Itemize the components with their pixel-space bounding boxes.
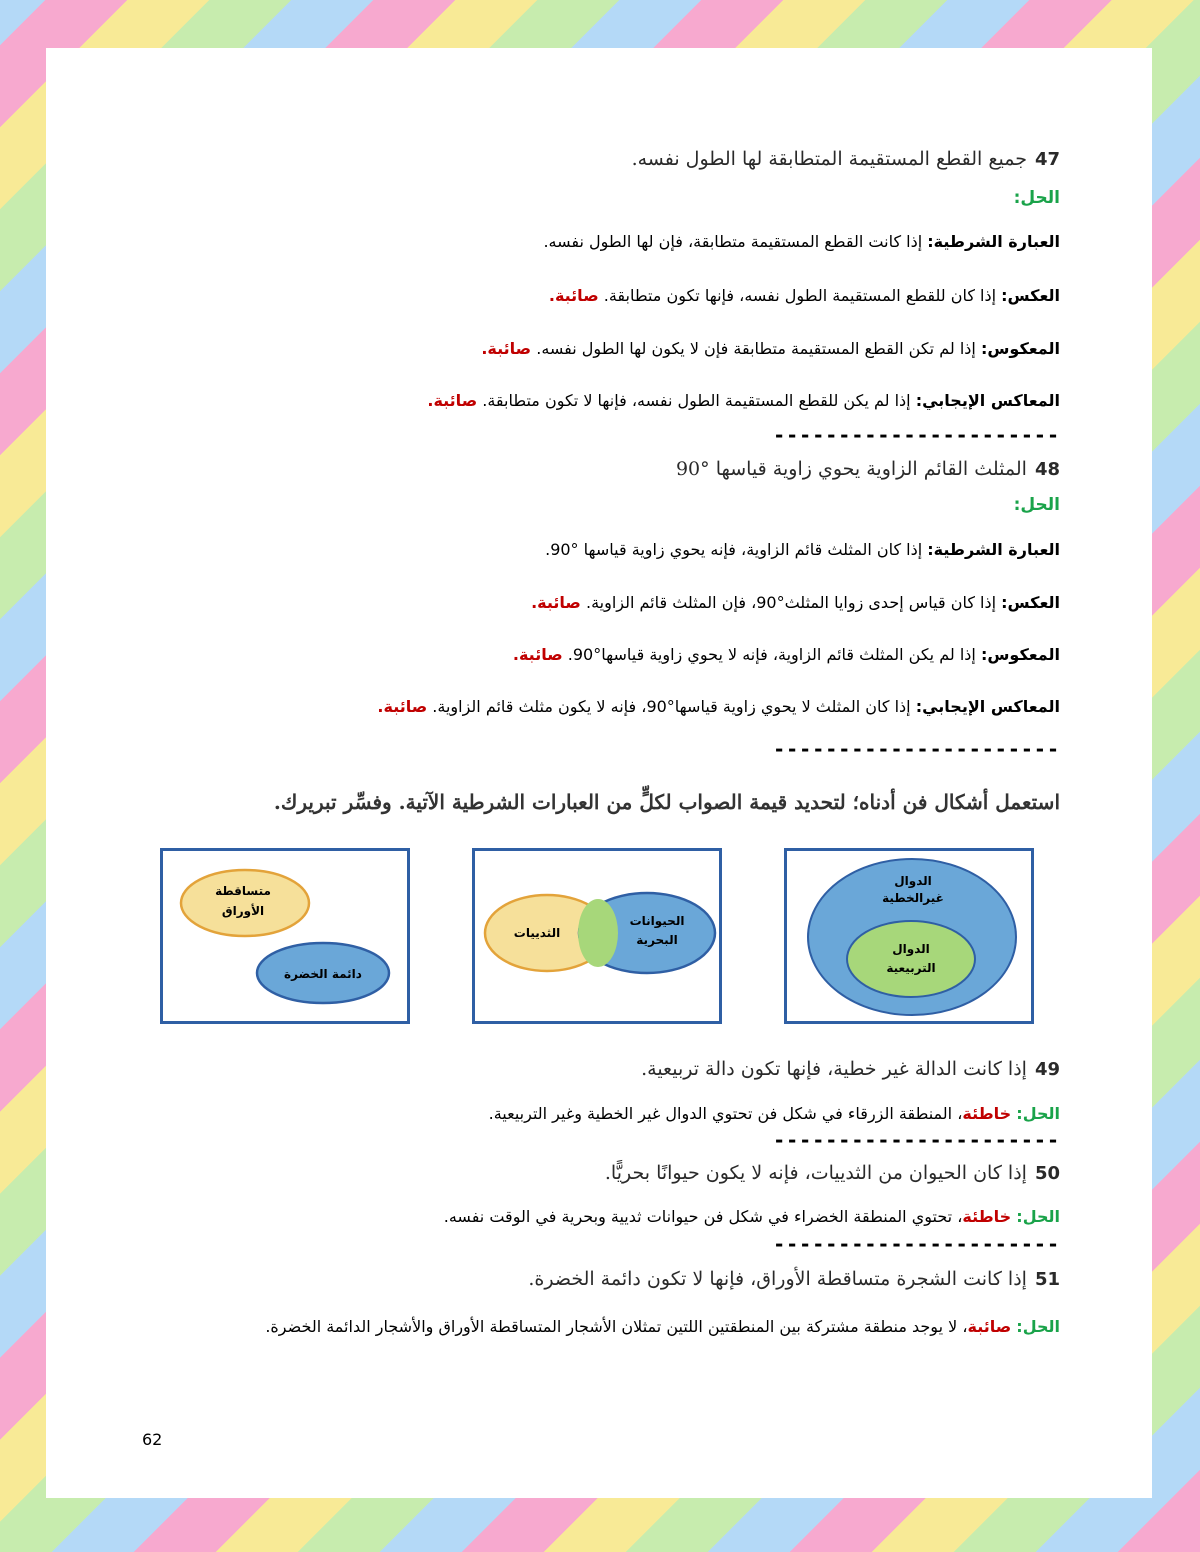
venn-animals-svg bbox=[475, 851, 719, 1021]
q48-inverse: المعكوس: إذا لم يكن المثلث قائم الزاوية، فإنه لا يحوي زاوية قياسها°90. صائبة. bbox=[512, 645, 1060, 664]
outer-label-2: غيرالخطية bbox=[882, 891, 944, 905]
q48-conditional: العبارة الشرطية: إذا كان المثلث قائم الزاوية، فإنه يحوي زاوية قياسها °90. bbox=[545, 540, 1060, 559]
marine-label-1: الحيوانات bbox=[629, 914, 685, 928]
q50-solution: الحل: خاطئة، تحتوي المنطقة الخضراء في شكل فن حيوانات ثديية وبحرية في الوقت نفسه. bbox=[443, 1207, 1060, 1226]
deciduous-label-1: متساقطة bbox=[215, 884, 271, 898]
q49-number: 49 bbox=[1034, 1059, 1060, 1080]
venn-instruction: استعمل أشكال فن أدناه؛ لتحديد قيمة الصواب لكلٍّ من العبارات الشرطية الآتية. وفسِّر تبريرك. bbox=[273, 790, 1060, 814]
mammals-label: الثدييات bbox=[513, 926, 561, 940]
evergreen-label: دائمة الخضرة bbox=[284, 967, 362, 981]
venn-diagram-animals bbox=[472, 848, 722, 1024]
inner-label-1: الدوال bbox=[892, 942, 930, 956]
outer-label-1: الدوال bbox=[894, 874, 932, 888]
venn-diagram-trees bbox=[160, 848, 410, 1024]
q49-solution: الحل: خاطئة، المنطقة الزرقاء في شكل فن تحتوي الدوال غير الخطية وغير التربيعية. bbox=[488, 1104, 1060, 1123]
overlap-region bbox=[578, 899, 618, 967]
venn-diagram-functions bbox=[784, 848, 1034, 1024]
separator: ---------------------- bbox=[773, 423, 1060, 447]
q51-number: 51 bbox=[1034, 1269, 1060, 1290]
q47-contrapositive: المعاكس الإيجابي: إذا لم يكن للقطع المستقيمة الطول نفسه، فإنها لا تكون متطابقة. صائبة. bbox=[427, 391, 1060, 410]
q47-solution-heading: الحل: bbox=[1013, 188, 1060, 208]
q47-statement: 47جميع القطع المستقيمة المتطابقة لها الطول نفسه. bbox=[631, 148, 1060, 170]
quadratic-functions-region bbox=[847, 921, 975, 997]
marine-label-2: البحرية bbox=[636, 933, 678, 947]
deciduous-label-2: الأوراق bbox=[221, 904, 265, 918]
inner-label-2: التربيعية bbox=[886, 961, 936, 975]
q48-number: 48 bbox=[1034, 459, 1060, 480]
q51-statement: 51إذا كانت الشجرة متساقطة الأوراق، فإنها لا تكون دائمة الخضرة. bbox=[528, 1268, 1060, 1290]
q48-solution-heading: الحل: bbox=[1013, 495, 1060, 515]
q48-contrapositive: المعاكس الإيجابي: إذا كان المثلث لا يحوي زاوية قياسها°90، فإنه لا يكون مثلث قائم الزاوية. صائبة. bbox=[377, 697, 1060, 716]
q51-solution: الحل: صائبة، لا يوجد منطقة مشتركة بين المنطقتين اللتين تمثلان الأشجار المتساقطة الأوراق والأشجار الدائمة الخضرة. bbox=[265, 1317, 1060, 1336]
venn-functions-svg bbox=[787, 851, 1031, 1021]
q48-statement: 48المثلث القائم الزاوية يحوي زاوية قياسها °90 bbox=[675, 458, 1060, 480]
q47-inverse: المعكوس: إذا لم تكن القطع المستقيمة متطابقة فإن لا يكون لها الطول نفسه. صائبة. bbox=[481, 339, 1060, 358]
q50-number: 50 bbox=[1034, 1163, 1060, 1184]
venn-trees-svg bbox=[163, 851, 407, 1021]
separator: ---------------------- bbox=[773, 1232, 1060, 1256]
page-number: 62 bbox=[142, 1430, 163, 1449]
q47-number: 47 bbox=[1034, 149, 1060, 170]
separator: ---------------------- bbox=[773, 1128, 1060, 1152]
q49-statement: 49إذا كانت الدالة غير خطية، فإنها تكون دالة تربيعية. bbox=[641, 1058, 1060, 1080]
q48-converse: العكس: إذا كان قياس إحدى زوايا المثلث°90، فإن المثلث قائم الزاوية. صائبة. bbox=[531, 593, 1060, 612]
q50-statement: 50إذا كان الحيوان من الثدييات، فإنه لا يكون حيوانًا بحريًّا. bbox=[604, 1162, 1060, 1184]
separator: ---------------------- bbox=[773, 737, 1060, 761]
q47-converse: العكس: إذا كان للقطع المستقيمة الطول نفسه، فإنها تكون متطابقة. صائبة. bbox=[548, 286, 1060, 305]
deciduous-region bbox=[181, 870, 309, 936]
q47-conditional: العبارة الشرطية: إذا كانت القطع المستقيمة متطابقة، فإن لها الطول نفسه. bbox=[543, 232, 1060, 251]
